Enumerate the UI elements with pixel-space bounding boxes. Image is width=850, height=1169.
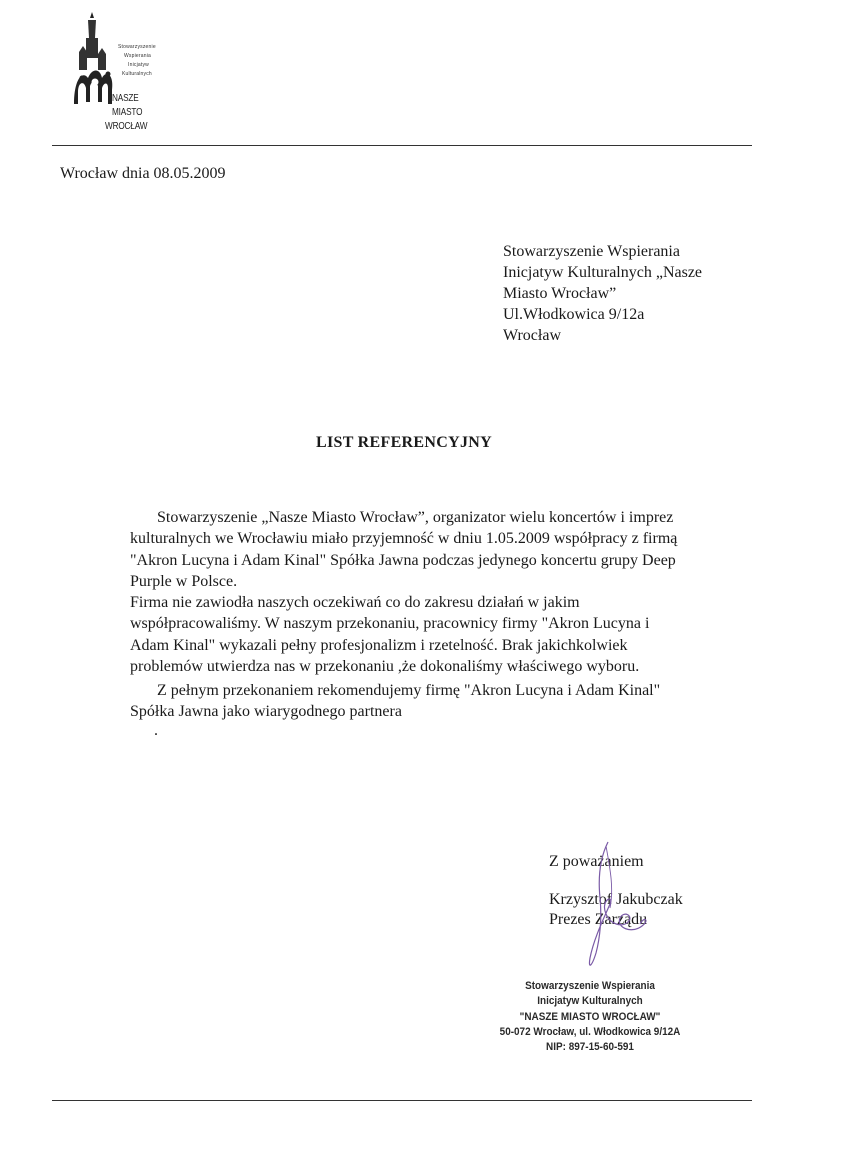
stamp-line: Stowarzyszenie Wspierania	[525, 980, 655, 992]
logo-small-line: Inicjatyw	[128, 62, 149, 68]
body-paragraph-1	[130, 507, 730, 677]
paragraph-line: Adam Kinal" wykazali pełny profesjonalizm i rzetelność. Brak jakichkolwiek	[130, 636, 628, 654]
stamp-line: NIP: 897-15-60-591	[546, 1041, 634, 1054]
logo-big-line: MIASTO	[112, 107, 143, 118]
organization-stamp	[493, 979, 687, 1055]
paragraph-line: Purple w Polsce.	[130, 572, 238, 590]
recipient-line: Miasto Wrocław”	[503, 285, 617, 302]
recipient-line: Ul.Włodkowica 9/12a	[503, 306, 645, 323]
logo-big-line: WROCŁAW	[105, 121, 148, 132]
stray-dot: .	[154, 722, 158, 739]
recipient-line: Wrocław	[503, 327, 561, 344]
stamp-line: "NASZE MIASTO WROCŁAW"	[519, 1010, 661, 1023]
letter-title: LIST REFERENCYJNY	[316, 434, 492, 451]
place-date: Wrocław dnia 08.05.2009	[60, 165, 226, 182]
paragraph-line: problemów utwierdza nas w przekonaniu ,że dokonaliśmy właściwego wyboru.	[130, 658, 640, 676]
stamp-line: Inicjatyw Kulturalnych	[537, 995, 643, 1008]
paragraph-line: kulturalnych we Wrocławiu miało przyjemność w dniu 1.05.2009 współpracy z firmą	[130, 530, 678, 548]
recipient-line: Stowarzyszenie Wspierania	[503, 243, 680, 260]
recipient-line: Inicjatyw Kulturalnych „Nasze	[503, 264, 703, 281]
logo-small-line: Wspierania	[124, 53, 152, 59]
paragraph-line: Spółka Jawna jako wiarygodnego partnera	[130, 703, 402, 721]
header-divider	[52, 145, 752, 146]
footer-divider	[52, 1100, 752, 1101]
handwritten-signature	[570, 838, 660, 978]
logo-small-line: Kulturalnych	[122, 71, 152, 77]
logo-big-line: NASZE	[112, 93, 139, 104]
paragraph-line: Firma nie zawiodła naszych oczekiwań co do zakresu działań w jakim	[130, 594, 580, 612]
logo-small-line: Stowarzyszenie	[118, 44, 156, 50]
paragraph-line: "Akron Lucyna i Adam Kinal" Spółka Jawna podczas jedynego koncertu grupy Deep	[130, 551, 676, 569]
signatory-title: Prezes Zarządu	[549, 911, 648, 928]
paragraph-line: Stowarzyszenie „Nasze Miasto Wrocław”, organizator wielu koncertów i imprez	[157, 509, 674, 526]
signatory-name: Krzysztof Jakubczak	[549, 891, 683, 908]
body-paragraph-2	[130, 680, 730, 723]
stamp-line: 50-072 Wrocław, ul. Włodkowica 9/12A	[499, 1025, 681, 1038]
organization-logo	[62, 12, 172, 137]
paragraph-line: współpracowaliśmy. W naszym przekonaniu, pracownicy firmy "Akron Lucyna i	[130, 615, 650, 633]
closing: Z poważaniem	[549, 853, 644, 870]
paragraph-line: Z pełnym przekonaniem rekomendujemy firmę "Akron Lucyna i Adam Kinal"	[157, 682, 661, 699]
